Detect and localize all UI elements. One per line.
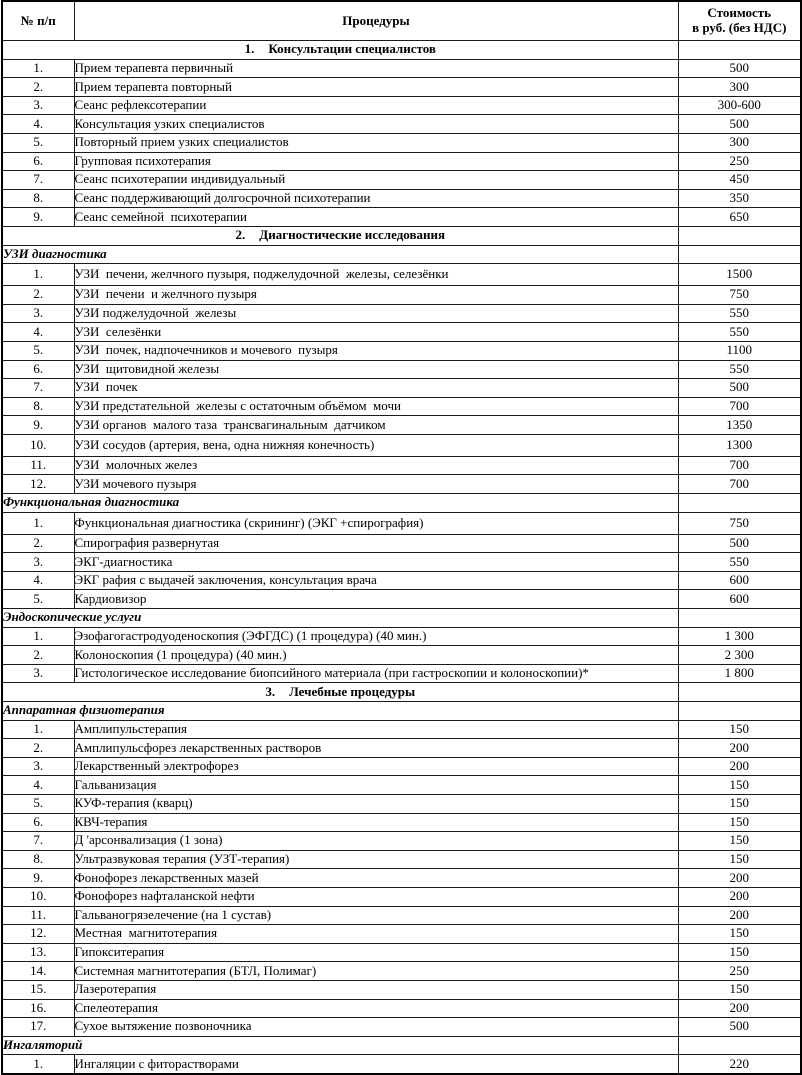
procedure-price: 200 — [678, 906, 801, 925]
subsection-title: Эндоскопические услуги — [2, 609, 678, 628]
section-title — [2, 683, 678, 702]
section-header-row — [2, 41, 801, 60]
procedure-name: Кардиовизор — [74, 590, 678, 609]
procedure-price: 200 — [678, 887, 801, 906]
procedure-price: 300 — [678, 78, 801, 97]
row-number: 13. — [2, 943, 74, 962]
column-header-price-line1: Стоимость — [707, 5, 772, 21]
procedure-name: УЗИ почек, надпочечников и мочевого пузыря — [74, 341, 678, 360]
table-row — [2, 208, 801, 227]
row-number: 2. — [2, 534, 74, 553]
section-title — [2, 226, 678, 245]
procedure-name: Консультация узких специалистов — [74, 115, 678, 134]
procedure-price: 500 — [678, 1018, 801, 1037]
table-body — [2, 41, 801, 1074]
row-number: 5. — [2, 133, 74, 152]
table-row — [2, 757, 801, 776]
column-header-price — [678, 1, 801, 41]
table-row — [2, 813, 801, 832]
row-number: 3. — [2, 553, 74, 572]
table-row — [2, 78, 801, 97]
row-number: 11. — [2, 906, 74, 925]
procedure-name: Повторный прием узких специалистов — [74, 133, 678, 152]
section-number: 3. — [265, 683, 276, 699]
procedure-name: Спелеотерапия — [74, 999, 678, 1018]
procedure-price: 550 — [678, 360, 801, 379]
procedure-price: 150 — [678, 850, 801, 869]
procedure-name: Гальваногрязелечение (на 1 сустав) — [74, 906, 678, 925]
table-row — [2, 646, 801, 665]
procedure-name: Местная магнитотерапия — [74, 925, 678, 944]
section-title-text: Лечебные процедуры — [289, 683, 416, 699]
row-number: 11. — [2, 456, 74, 475]
empty-price-cell — [678, 245, 801, 264]
row-number: 1. — [2, 1055, 74, 1074]
procedure-name: УЗИ поджелудочной железы — [74, 304, 678, 323]
row-number: 2. — [2, 78, 74, 97]
procedure-price: 500 — [678, 534, 801, 553]
procedure-name: Сеанс психотерапии индивидуальный — [74, 171, 678, 190]
procedure-price: 150 — [678, 980, 801, 999]
row-number: 5. — [2, 794, 74, 813]
table-row — [2, 115, 801, 134]
procedure-name: Фонофорез нафталанской нефти — [74, 887, 678, 906]
empty-price-cell — [678, 41, 801, 60]
procedure-name: Эзофагогастродуоденоскопия (ЭФГДС) (1 процедура) (40 мин.) — [74, 627, 678, 646]
table-row — [2, 943, 801, 962]
table-row — [2, 304, 801, 323]
procedure-price: 700 — [678, 397, 801, 416]
procedure-price: 750 — [678, 512, 801, 534]
procedure-price: 600 — [678, 571, 801, 590]
section-title-text: Консультации специалистов — [268, 41, 436, 57]
table-row — [2, 171, 801, 190]
row-number: 4. — [2, 571, 74, 590]
procedure-price: 150 — [678, 943, 801, 962]
column-header-num: № п/п — [2, 1, 74, 41]
procedure-name: УЗИ сосудов (артерия, вена, одна нижняя конечность) — [74, 434, 678, 456]
table-row — [2, 1055, 801, 1074]
procedure-name: Сеанс семейной психотерапии — [74, 208, 678, 227]
column-header-procedures: Процедуры — [74, 1, 678, 41]
subsection-title: УЗИ диагностика — [2, 245, 678, 264]
procedure-name: Прием терапевта первичный — [74, 59, 678, 78]
procedure-name: Амплипульстерапия — [74, 720, 678, 739]
subsection-header-row — [2, 245, 801, 264]
procedure-name: УЗИ мочевого пузыря — [74, 475, 678, 494]
procedure-price: 200 — [678, 757, 801, 776]
table-row — [2, 925, 801, 944]
row-number: 10. — [2, 887, 74, 906]
section-title — [2, 41, 678, 60]
table-row — [2, 906, 801, 925]
subsection-title: Ингаляторий — [2, 1036, 678, 1055]
row-number: 10. — [2, 434, 74, 456]
table-row — [2, 456, 801, 475]
row-number: 8. — [2, 397, 74, 416]
table-row — [2, 794, 801, 813]
subsection-header-row — [2, 1036, 801, 1055]
table-row — [2, 739, 801, 758]
row-number: 1. — [2, 720, 74, 739]
row-number: 2. — [2, 646, 74, 665]
procedure-price: 150 — [678, 813, 801, 832]
table-row — [2, 962, 801, 981]
table-row — [2, 534, 801, 553]
table-row — [2, 152, 801, 171]
procedure-name: УЗИ печени и желчного пузыря — [74, 286, 678, 305]
procedure-price: 1350 — [678, 416, 801, 435]
row-number: 15. — [2, 980, 74, 999]
procedure-name: Гистологическое исследование биопсийного материала (при гастроскопии и колоноскопии)* — [74, 664, 678, 683]
row-number: 5. — [2, 590, 74, 609]
procedure-price: 1500 — [678, 264, 801, 286]
procedure-name: Лазеротерапия — [74, 980, 678, 999]
subsection-header-row — [2, 494, 801, 513]
row-number: 7. — [2, 379, 74, 398]
procedure-name: Ультразвуковая терапия (УЗТ-терапия) — [74, 850, 678, 869]
procedure-price: 150 — [678, 776, 801, 795]
table-row — [2, 379, 801, 398]
row-number: 17. — [2, 1018, 74, 1037]
row-number: 8. — [2, 189, 74, 208]
table-row — [2, 850, 801, 869]
price-table — [1, 0, 802, 1075]
procedure-price: 500 — [678, 115, 801, 134]
procedure-name: Спирография развернутая — [74, 534, 678, 553]
row-number: 4. — [2, 776, 74, 795]
procedure-name: КВЧ-терапия — [74, 813, 678, 832]
procedure-price: 500 — [678, 379, 801, 398]
row-number: 1. — [2, 512, 74, 534]
procedure-price: 650 — [678, 208, 801, 227]
table-row — [2, 286, 801, 305]
row-number: 6. — [2, 813, 74, 832]
row-number: 4. — [2, 115, 74, 134]
table-row — [2, 512, 801, 534]
procedure-price: 700 — [678, 475, 801, 494]
subsection-header-row — [2, 702, 801, 721]
procedure-price: 750 — [678, 286, 801, 305]
row-number: 3. — [2, 757, 74, 776]
table-row — [2, 96, 801, 115]
procedure-price: 1100 — [678, 341, 801, 360]
subsection-title: Аппаратная физиотерапия — [2, 702, 678, 721]
empty-price-cell — [678, 609, 801, 628]
procedure-name: УЗИ почек — [74, 379, 678, 398]
row-number: 12. — [2, 475, 74, 494]
row-number: 16. — [2, 999, 74, 1018]
procedure-name: Ингаляции с фиторастворами — [74, 1055, 678, 1074]
procedure-name: УЗИ органов малого таза трансвагинальным датчиком — [74, 416, 678, 435]
procedure-name: УЗИ предстательной железы с остаточным объёмом мочи — [74, 397, 678, 416]
row-number: 3. — [2, 664, 74, 683]
procedure-name: Лекарственный электрофорез — [74, 757, 678, 776]
table-row — [2, 720, 801, 739]
row-number: 9. — [2, 416, 74, 435]
procedure-name: Д 'арсонвализация (1 зона) — [74, 832, 678, 851]
procedure-price: 600 — [678, 590, 801, 609]
row-number: 5. — [2, 341, 74, 360]
table-row — [2, 664, 801, 683]
table-row — [2, 571, 801, 590]
procedure-price: 150 — [678, 794, 801, 813]
procedure-price: 300-600 — [678, 96, 801, 115]
procedure-price: 450 — [678, 171, 801, 190]
row-number: 3. — [2, 96, 74, 115]
procedure-price: 150 — [678, 832, 801, 851]
table-row — [2, 341, 801, 360]
empty-price-cell — [678, 226, 801, 245]
table-row — [2, 434, 801, 456]
empty-price-cell — [678, 702, 801, 721]
procedure-name: Групповая психотерапия — [74, 152, 678, 171]
procedure-price: 1300 — [678, 434, 801, 456]
procedure-name: УЗИ молочных желез — [74, 456, 678, 475]
procedure-name: Сухое вытяжение позвоночника — [74, 1018, 678, 1037]
procedure-price: 300 — [678, 133, 801, 152]
procedure-name: УЗИ селезёнки — [74, 323, 678, 342]
row-number: 3. — [2, 304, 74, 323]
section-number: 1. — [244, 41, 255, 57]
procedure-name: Сеанс рефлексотерапии — [74, 96, 678, 115]
procedure-name: Амплипульсфорез лекарственных растворов — [74, 739, 678, 758]
procedure-price: 150 — [678, 720, 801, 739]
procedure-price: 500 — [678, 59, 801, 78]
table-row — [2, 264, 801, 286]
procedure-price: 200 — [678, 869, 801, 888]
table-row — [2, 832, 801, 851]
procedure-price: 250 — [678, 152, 801, 171]
table-row — [2, 776, 801, 795]
table-row — [2, 397, 801, 416]
row-number: 6. — [2, 360, 74, 379]
procedure-name: ЭКГ рафия с выдачей заключения, консультация врача — [74, 571, 678, 590]
procedure-name: Колоноскопия (1 процедура) (40 мин.) — [74, 646, 678, 665]
procedure-price: 200 — [678, 999, 801, 1018]
procedure-name: Гипокситерапия — [74, 943, 678, 962]
subsection-header-row — [2, 609, 801, 628]
table-row — [2, 360, 801, 379]
procedure-price: 220 — [678, 1055, 801, 1074]
procedure-name: Гальванизация — [74, 776, 678, 795]
row-number: 4. — [2, 323, 74, 342]
procedure-name: ЭКГ-диагностика — [74, 553, 678, 572]
table-row — [2, 323, 801, 342]
row-number: 12. — [2, 925, 74, 944]
empty-price-cell — [678, 683, 801, 702]
empty-price-cell — [678, 1036, 801, 1055]
procedure-name: КУФ-терапия (кварц) — [74, 794, 678, 813]
procedure-price: 1 800 — [678, 664, 801, 683]
procedure-price: 1 300 — [678, 627, 801, 646]
procedure-price: 550 — [678, 323, 801, 342]
table-row — [2, 627, 801, 646]
procedure-name: Прием терапевта повторный — [74, 78, 678, 97]
table-row — [2, 59, 801, 78]
subsection-title: Функциональная диагностика — [2, 494, 678, 513]
procedure-price: 550 — [678, 304, 801, 323]
section-title-text: Диагностические исследования — [259, 227, 445, 243]
table-row — [2, 869, 801, 888]
section-header-row — [2, 683, 801, 702]
procedure-price: 250 — [678, 962, 801, 981]
table-row — [2, 980, 801, 999]
procedure-name: УЗИ печени, желчного пузыря, поджелудочной железы, селезёнки — [74, 264, 678, 286]
table-row — [2, 999, 801, 1018]
table-row — [2, 416, 801, 435]
row-number: 1. — [2, 59, 74, 78]
table-row — [2, 590, 801, 609]
table-row — [2, 553, 801, 572]
row-number: 1. — [2, 627, 74, 646]
procedure-price: 550 — [678, 553, 801, 572]
table-row — [2, 475, 801, 494]
section-header-row — [2, 226, 801, 245]
procedure-name: Фонофорез лекарственных мазей — [74, 869, 678, 888]
table-row — [2, 189, 801, 208]
row-number: 2. — [2, 286, 74, 305]
procedure-price: 150 — [678, 925, 801, 944]
row-number: 7. — [2, 832, 74, 851]
procedure-price: 200 — [678, 739, 801, 758]
section-number: 2. — [235, 227, 246, 243]
table-header-row — [2, 1, 801, 41]
procedure-name: УЗИ щитовидной железы — [74, 360, 678, 379]
empty-price-cell — [678, 494, 801, 513]
procedure-name: Системная магнитотерапия (БТЛ, Полимаг) — [74, 962, 678, 981]
row-number: 8. — [2, 850, 74, 869]
row-number: 1. — [2, 264, 74, 286]
table-row — [2, 887, 801, 906]
procedure-price: 2 300 — [678, 646, 801, 665]
row-number: 2. — [2, 739, 74, 758]
row-number: 7. — [2, 171, 74, 190]
row-number: 9. — [2, 208, 74, 227]
procedure-price: 350 — [678, 189, 801, 208]
row-number: 14. — [2, 962, 74, 981]
procedure-name: Сеанс поддерживающий долгосрочной психотерапии — [74, 189, 678, 208]
table-row — [2, 1018, 801, 1037]
row-number: 9. — [2, 869, 74, 888]
table-row — [2, 133, 801, 152]
row-number: 6. — [2, 152, 74, 171]
procedure-name: Функциональная диагностика (скрининг) (ЭКГ +спирография) — [74, 512, 678, 534]
procedure-price: 700 — [678, 456, 801, 475]
column-header-price-line2: в руб. (без НДС) — [692, 20, 787, 35]
